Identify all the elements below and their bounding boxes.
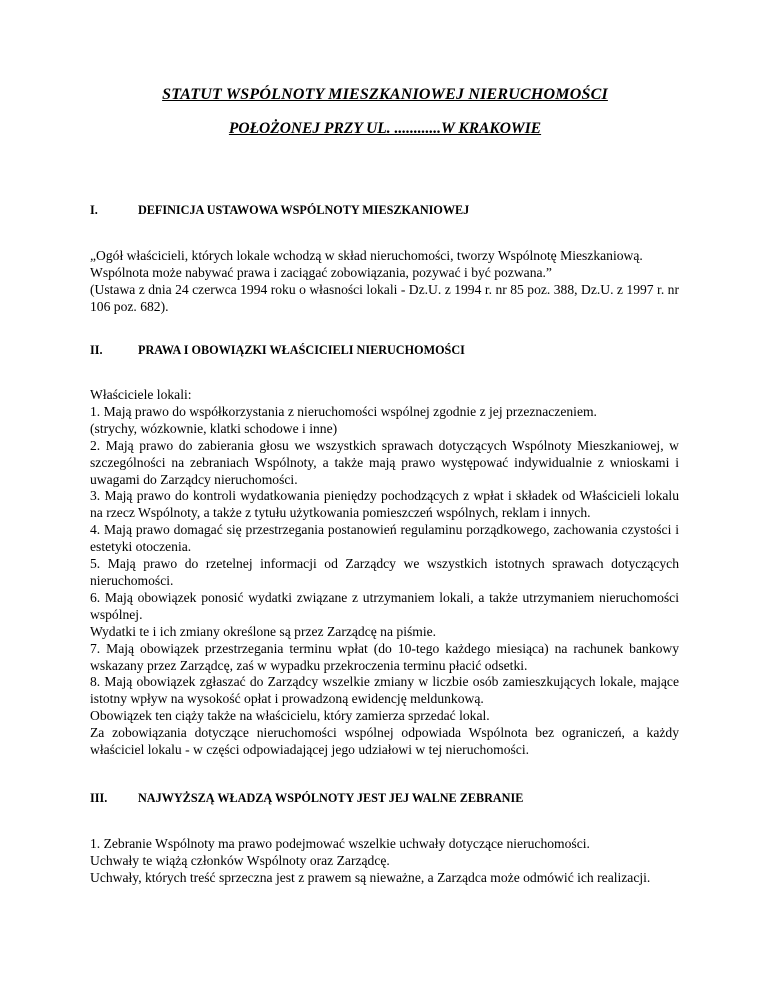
document-subtitle: POŁOŻONEJ PRZY UL. ............W KRAKOWIE (228, 120, 542, 137)
paragraph: 2. Mają prawo do zabierania głosu we wszystkich sprawach dotyczących Wspólnoty Mieszkaniowej, w szczególności na zebraniach Wspólnoty, a także mają prawo występować indywidualnie z wnioskami i uwagami do Zarządcy nieruchomości. (90, 437, 679, 487)
paragraph: 4. Mają prawo domagać się przestrzegania postanowień regulaminu porządkowego, zachowania czystości i estetyki otoczenia. (90, 522, 679, 555)
document-title: STATUT WSPÓLNOTY MIESZKANIOWEJ NIERUCHOMOŚCI (162, 86, 608, 103)
paragraph: Za zobowiązania dotyczące nieruchomości wspólnej odpowiada Wspólnota bez ograniczeń, a każdy właściciel lokalu - w części odpowiadającej jego udziałowi w tej nieruchomości. (90, 725, 679, 758)
paragraph: Wydatki te i ich zmiany określone są przez Zarządcę na piśmie. (90, 623, 437, 639)
section-number: II. (90, 343, 103, 357)
paragraph: Uchwały, których treść sprzeczna jest z prawem są nieważne, a Zarządca może odmówić ich realizacji. (90, 869, 651, 885)
paragraph: 7. Mają obowiązek przestrzegania terminu wpłat (do 10-tego każdego miesiąca) na rachunek bankowy wskazany przez Zarządcę, zaś w wypadku przekroczenia terminu płacić odsetki. (90, 640, 679, 673)
section-title: NAJWYŻSZĄ WŁADZĄ WSPÓLNOTY JEST JEJ WALNE ZEBRANIE (138, 791, 524, 805)
section-title: PRAWA I OBOWIĄZKI WŁAŚCICIELI NIERUCHOMOŚCI (138, 343, 465, 357)
section-body-1 (90, 248, 679, 316)
section-title: DEFINICJA USTAWOWA WSPÓLNOTY MIESZKANIOWEJ (138, 203, 470, 217)
paragraph: 1. Zebranie Wspólnoty ma prawo podejmować wszelkie uchwały dotyczące nieruchomości. (90, 836, 590, 851)
paragraph: 5. Mają prawo do rzetelnej informacji od Zarządcy we wszystkich istotnych sprawach dotyczących nieruchomości. (90, 556, 679, 588)
paragraph: Wspólnota może nabywać prawa i zaciągać zobowiązania, pozywać i być pozwana.” (90, 264, 552, 280)
section-body-2 (90, 387, 679, 759)
paragraph: 1. Mają prawo do współkorzystania z nieruchomości wspólnej zgodnie z jej przeznaczeniem. (90, 403, 597, 419)
paragraph: (Ustawa z dnia 24 czerwca 1994 roku o własności lokali - Dz.U. z 1994 r. nr 85 poz. 388, Dz.U. z 1997 r. nr 106 poz. 682). (90, 281, 679, 314)
paragraph: (strychy, wózkownie, klatki schodowe i inne) (90, 420, 338, 436)
paragraph: 3. Mają prawo do kontroli wydatkowania pieniędzy pochodzących z wpłat i składek od Właścicieli lokalu na rzecz Wspólnoty, a także z tytułu użytkowania pomieszczeń wspólnych, reklam i innych. (90, 488, 679, 521)
paragraph: Właściciele lokali: (90, 387, 192, 402)
paragraph: „Ogół właścicieli, których lokale wchodzą w skład nieruchomości, tworzy Wspólnotę Mieszkaniową. (90, 248, 643, 263)
section-number: I. (90, 203, 98, 217)
section-number: III. (90, 791, 108, 805)
paragraph: 8. Mają obowiązek zgłaszać do Zarządcy wszelkie zmiany w liczbie osób zamieszkujących lokale, mające istotny wpływ na wysokość opłat i prowadzoną ewidencję meldunkową. (90, 674, 679, 707)
paragraph: Obowiązek ten ciąży także na właścicielu, który zamierza sprzedać lokal. (90, 708, 490, 724)
section-body-3 (90, 836, 679, 887)
paragraph: Uchwały te wiążą członków Wspólnoty oraz Zarządcę. (90, 852, 390, 868)
paragraph: 6. Mają obowiązek ponosić wydatki związane z utrzymaniem lokali, a także utrzymaniem nieruchomości wspólnej. (90, 589, 679, 622)
